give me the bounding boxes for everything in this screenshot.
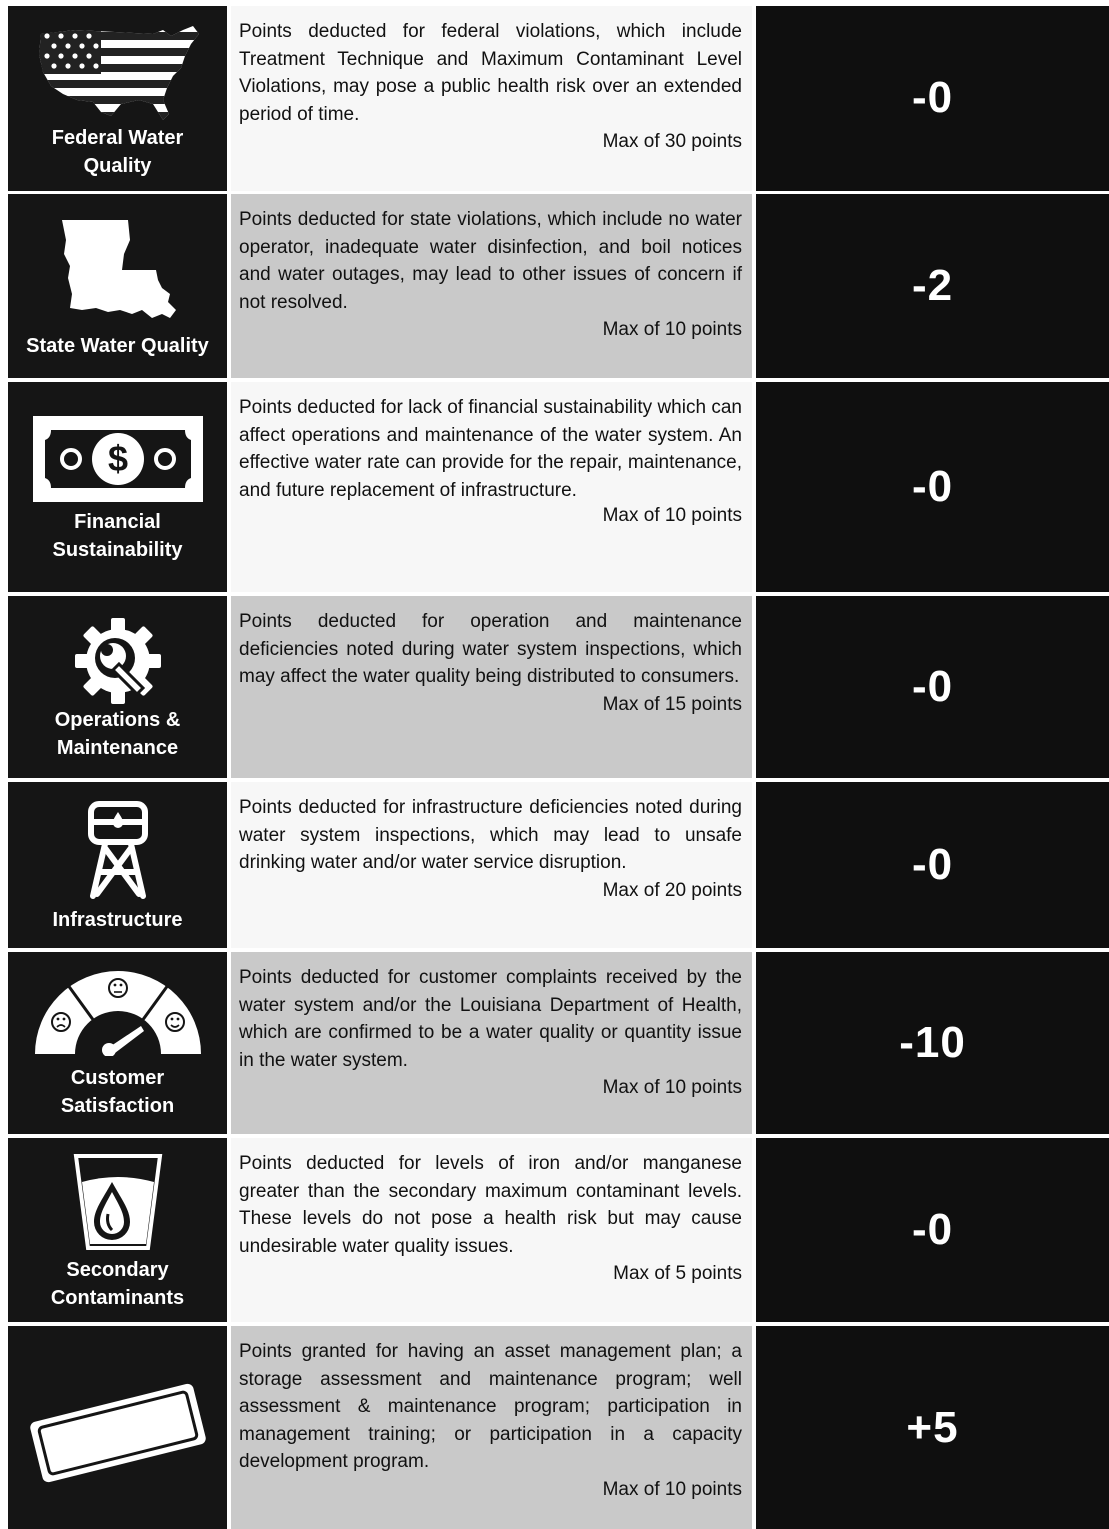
category-label: Secondary Contaminants — [50, 1259, 185, 1309]
description-cell — [231, 952, 752, 1134]
description-cell — [231, 6, 752, 191]
svg-text:$: $ — [107, 438, 128, 479]
score-cell — [756, 952, 1109, 1134]
score-cell — [756, 1138, 1109, 1322]
scorecard-row-customer — [0, 952, 1109, 1134]
description-cell — [231, 596, 752, 778]
max-points: Max of 20 points — [602, 879, 742, 901]
description-text: Points deducted for operation and maintenance deficiencies noted during water system inspections, which may affect the water quality being distributed to consumers. — [239, 611, 742, 688]
score-value: -2 — [911, 261, 954, 310]
description-text: Points deducted for levels of iron and/or manganese greater than the secondary maximum contaminant levels. These levels do not pose a health risk but may cause undesirable water quality issues. — [239, 1153, 742, 1257]
description-text: Points granted for having an asset management plan; a storage assessment and maintenance program; well assessment & maintenance program; participation in management training; or participation in a capacity development program. — [239, 1341, 742, 1473]
scorecard-row-infrastructure — [0, 782, 1109, 948]
category-cell — [8, 382, 227, 592]
louisiana-map-icon — [58, 214, 178, 324]
score-cell — [756, 596, 1109, 778]
category-label: State Water Quality — [26, 335, 209, 357]
scorecard-row-bonus — [0, 1326, 1109, 1529]
max-points: Max of 5 points — [613, 1263, 742, 1285]
water-glass-drop-icon — [68, 1152, 168, 1252]
category-cell — [8, 1138, 227, 1322]
category-cell — [8, 6, 227, 191]
max-points: Max of 10 points — [602, 1478, 742, 1500]
score-cell — [756, 194, 1109, 378]
scorecard-row-secondary — [0, 1138, 1109, 1322]
score-value: -0 — [911, 72, 954, 122]
dollar-bill-icon — [33, 416, 203, 502]
score-value: -0 — [911, 1205, 954, 1254]
description-text: Points deducted for infrastructure deficiencies noted during water system inspections, which may lead to unsafe drinking water and/or water service disruption. — [239, 797, 742, 874]
category-label: Operations & Maintenance — [54, 709, 181, 759]
score-value: -10 — [899, 1018, 966, 1067]
max-points: Max of 10 points — [602, 505, 742, 527]
gear-wrench-icon — [73, 616, 163, 706]
scorecard-row-federal — [0, 6, 1109, 191]
score-cell — [756, 782, 1109, 948]
max-points: Max of 10 points — [602, 319, 742, 341]
score-value: -0 — [911, 462, 954, 511]
description-cell — [231, 782, 752, 948]
scorecard-row-operations — [0, 596, 1109, 778]
description-text: Points deducted for lack of financial sustainability which can affect operations and maintenance of the water system. An effective water rate can provide for the repair, maintenance, and future replacement of infrastructure. — [239, 397, 742, 501]
score-value: -0 — [911, 840, 954, 889]
score-cell — [756, 6, 1109, 191]
category-cell — [8, 596, 227, 778]
category-label: Customer Satisfaction — [60, 1067, 175, 1117]
category-label: Federal Water Quality — [51, 127, 184, 177]
satisfaction-gauge-icon — [33, 970, 203, 1056]
scorecard-row-state — [0, 194, 1109, 378]
category-label: Infrastructure — [52, 909, 183, 931]
category-cell — [8, 1326, 227, 1529]
description-cell — [231, 194, 752, 378]
description-text: Points deducted for state violations, which include no water operator, inadequate water disinfection, and boil notices and water outages, may lead to other issues of concern if not resolved. — [239, 209, 742, 313]
score-cell — [756, 1326, 1109, 1529]
category-cell — [8, 194, 227, 378]
max-points: Max of 10 points — [602, 1077, 742, 1099]
description-cell — [231, 382, 752, 592]
water-tower-icon — [83, 798, 153, 902]
usa-flag-map-icon — [35, 24, 201, 124]
max-points: Max of 30 points — [602, 131, 742, 153]
score-value: -0 — [911, 662, 954, 711]
score-cell — [756, 382, 1109, 592]
description-text: Points deducted for federal violations, which include Treatment Technique and Maximum Contaminant Level Violations, may pose a public health risk over an extended period of time. — [239, 21, 742, 125]
category-label: Financial Sustainability — [52, 511, 183, 561]
scorecard-row-financial — [0, 382, 1109, 592]
category-cell — [8, 782, 227, 948]
score-value: +5 — [906, 1402, 959, 1452]
bonus-stamp-icon — [18, 1378, 218, 1488]
category-cell — [8, 952, 227, 1134]
max-points: Max of 15 points — [602, 693, 742, 715]
description-text: Points deducted for customer complaints received by the water system and/or the Louisiana Department of Health, which are confirmed to be a water quality or quantity issue in the water system. — [239, 967, 742, 1071]
description-cell — [231, 1138, 752, 1322]
description-cell — [231, 1326, 752, 1529]
